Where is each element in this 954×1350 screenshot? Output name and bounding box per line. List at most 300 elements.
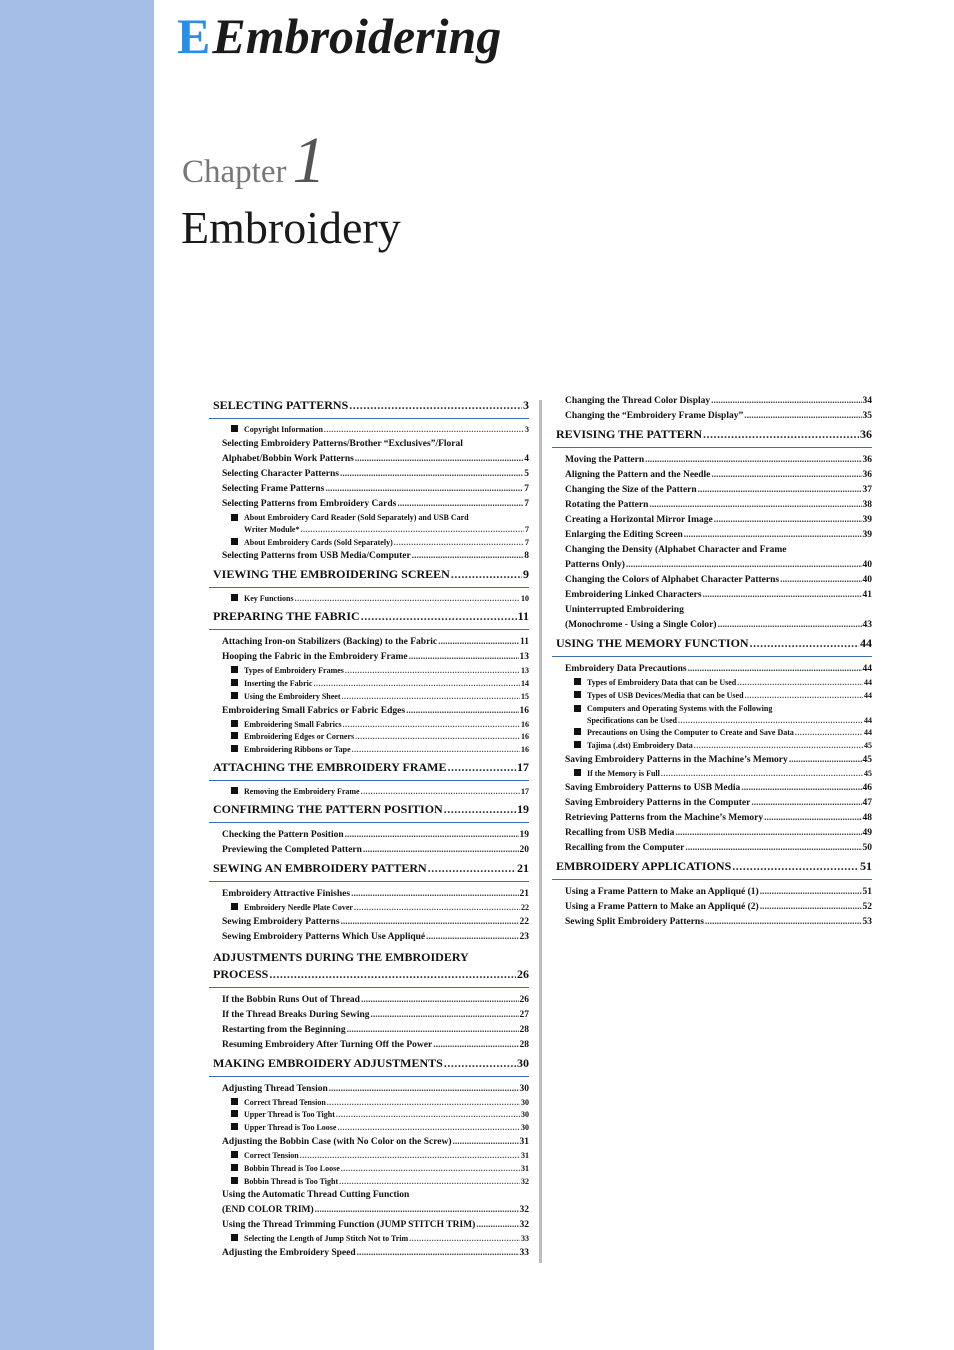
toc-entry[interactable] (209, 828, 529, 843)
toc-page-number: 16 (519, 705, 529, 716)
dot-leader (357, 1246, 519, 1261)
dot-leader (345, 828, 519, 843)
dot-leader (340, 467, 523, 482)
toc-entry-title: ATTACHING THE EMBROIDERY FRAME (213, 759, 447, 774)
toc-entry[interactable] (552, 662, 872, 677)
toc-entry-title: If the Memory is Full (587, 768, 660, 778)
toc-entry[interactable] (209, 993, 529, 1008)
bullet-square-icon (231, 732, 238, 739)
toc-entry[interactable] (552, 677, 872, 690)
toc-page-number: 30 (521, 1097, 529, 1107)
toc-entry[interactable] (552, 588, 872, 603)
toc-entry[interactable] (209, 608, 529, 630)
toc-page-number: 19 (519, 829, 529, 840)
toc-entry-title: Changing the Size of the Pattern (565, 485, 697, 495)
bullet-square-icon (574, 741, 581, 748)
bullet-square-icon (231, 692, 238, 699)
toc-entry[interactable] (552, 426, 872, 448)
dot-leader (626, 558, 862, 573)
toc-entry[interactable] (552, 826, 872, 841)
toc-entry[interactable] (552, 915, 872, 930)
dot-leader (412, 549, 524, 564)
toc-entry[interactable] (209, 1246, 529, 1261)
toc-entry[interactable] (209, 902, 529, 915)
dot-leader (703, 588, 862, 603)
dot-leader (313, 678, 520, 691)
toc-entry-title: Enlarging the Editing Screen (565, 530, 683, 540)
dot-leader (355, 731, 520, 744)
dot-leader (355, 452, 523, 467)
toc-page-number: 8 (524, 551, 529, 562)
toc-entry[interactable] (209, 860, 529, 882)
dot-leader (675, 826, 861, 841)
dot-leader (361, 786, 520, 799)
toc-entry[interactable] (209, 635, 529, 650)
toc-page-number: 49 (862, 827, 872, 838)
toc-entry[interactable] (209, 467, 529, 482)
dot-leader (341, 915, 519, 930)
toc-entry[interactable] (209, 1203, 529, 1218)
toc-entry[interactable] (552, 841, 872, 856)
toc-entry-title: Copyright Information (244, 425, 323, 434)
toc-page-number: 5 (524, 468, 529, 479)
toc-entry-title: Moving the Pattern (565, 455, 645, 465)
toc-entry-title: PROCESS (213, 966, 269, 981)
dot-leader (345, 665, 520, 678)
bullet-square-icon (231, 903, 238, 910)
toc-entry[interactable] (552, 753, 872, 768)
toc-page-number: 7 (524, 498, 529, 509)
toc-page-number: 21 (517, 860, 529, 875)
toc-left-column (209, 395, 529, 1261)
toc-entry-title: Recalling from USB Media (565, 827, 675, 838)
section-letter: E (177, 8, 211, 64)
dot-leader (371, 1008, 519, 1023)
toc-entry-title: Embroidery Data Precautions (565, 664, 687, 674)
toc-page-number: 3 (523, 398, 529, 412)
toc-entry[interactable] (209, 593, 529, 606)
toc-page-number: 47 (862, 797, 872, 808)
toc-page-number: 16 (521, 745, 529, 755)
dot-leader (444, 1056, 516, 1071)
toc-entry[interactable] (209, 678, 529, 691)
dot-leader (339, 1176, 520, 1189)
toc-entry-title: Changing the “Embroidery Frame Display” (565, 411, 744, 421)
toc-page-number: 16 (521, 732, 529, 742)
dot-leader (685, 841, 861, 856)
toc-page-number: 28 (519, 1039, 529, 1050)
toc-page-number: 35 (862, 411, 872, 421)
dot-leader (269, 966, 516, 982)
toc-entry[interactable] (209, 915, 529, 930)
toc-page-number: 22 (519, 916, 529, 927)
toc-entry[interactable] (209, 744, 529, 757)
toc-entry[interactable] (209, 1055, 529, 1077)
toc-page-number: 13 (521, 666, 529, 676)
toc-page-number: 44 (864, 715, 872, 725)
toc-entry[interactable] (552, 618, 872, 633)
toc-page-number: 32 (519, 1220, 529, 1231)
toc-entry[interactable] (209, 650, 529, 665)
toc-entry[interactable] (552, 468, 872, 483)
toc-entry[interactable] (552, 690, 872, 703)
chapter-label (182, 124, 326, 197)
toc-entry-title: Aligning the Pattern and the Needle (565, 470, 711, 480)
toc-entry[interactable] (209, 1163, 529, 1176)
toc-entry-title: Using the Embroidery Sheet (244, 691, 341, 701)
toc-entry[interactable] (209, 1082, 529, 1097)
toc-entry[interactable] (209, 1109, 529, 1122)
toc-entry[interactable] (209, 1150, 529, 1163)
bullet-square-icon (231, 1151, 238, 1158)
toc-entry[interactable] (209, 524, 529, 537)
toc-entry-title: Using the Thread Trimming Function (JUMP STITCH TRIM) (222, 1220, 476, 1231)
dot-leader (705, 915, 862, 930)
dot-leader (347, 1023, 519, 1038)
toc-entry[interactable] (552, 453, 872, 468)
toc-entry[interactable] (209, 549, 529, 564)
toc-page-number: 11 (517, 609, 529, 624)
toc-entry-title: Rotating the Pattern (565, 500, 649, 510)
toc-page-number: 39 (862, 515, 872, 525)
dot-leader (324, 424, 524, 437)
section-title-text: Embroidering (212, 8, 502, 64)
toc-page-number: 32 (521, 1176, 529, 1186)
dot-leader (703, 427, 859, 442)
dot-leader (327, 1097, 520, 1110)
toc-page-number: 33 (519, 1248, 529, 1259)
dot-leader (352, 744, 520, 757)
toc-entry[interactable] (552, 811, 872, 826)
toc-entry-title: Embroidering Small Fabrics (244, 719, 342, 729)
toc-entry-title: Selecting Character Patterns (222, 468, 339, 479)
dot-leader (661, 768, 863, 781)
toc-entry[interactable] (552, 635, 872, 657)
toc-entry-title: Correct Tension (244, 1150, 299, 1160)
toc-entry-title: Bobbin Thread is Too Tight (244, 1176, 339, 1186)
bullet-square-icon (231, 1164, 238, 1171)
toc-page-number: 44 (860, 636, 872, 650)
toc-entry[interactable] (209, 537, 529, 550)
toc-page-number: 38 (862, 500, 872, 510)
toc-page-number: 22 (521, 902, 529, 912)
toc-entry-title: Saving Embroidery Patterns to USB Media (565, 782, 741, 793)
toc-page-number: 19 (517, 801, 529, 816)
toc-entry[interactable] (552, 885, 872, 900)
toc-page-number: 31 (521, 1150, 529, 1160)
bullet-square-icon (231, 1123, 238, 1130)
toc-entry-title: Types of Embroidery Data that can be Used (587, 678, 737, 687)
toc-entry-title: EMBROIDERY APPLICATIONS (556, 858, 732, 873)
toc-entry[interactable] (552, 781, 872, 796)
toc-entry[interactable] (209, 1233, 529, 1246)
toc-right-column (552, 394, 872, 930)
toc-entry-title: SEWING AN EMBROIDERY PATTERN (213, 860, 427, 875)
toc-entry[interactable] (552, 483, 872, 498)
toc-chapter-heading[interactable]: ADJUSTMENTS DURING THE EMBROIDERY (213, 949, 469, 964)
toc-entry-title: Restarting from the Beginning (222, 1024, 346, 1035)
bullet-square-icon (574, 678, 581, 685)
dot-leader (745, 690, 863, 703)
toc-page-number: 53 (862, 916, 872, 927)
dot-leader (476, 1218, 518, 1233)
toc-entry-title: Selecting Patterns from Embroidery Cards (222, 498, 397, 509)
toc-page-number: 46 (862, 782, 872, 793)
dot-leader (732, 859, 859, 874)
toc-entry-title: If the Thread Breaks During Sewing (222, 1009, 370, 1020)
dot-leader (750, 636, 859, 651)
toc-page-number: 7 (524, 483, 529, 494)
toc-entry-title: Retrieving Patterns from the Machine’s Memory (565, 812, 764, 823)
toc-entry[interactable] (209, 1097, 529, 1110)
dot-leader (394, 537, 524, 550)
toc-entry[interactable] (209, 566, 529, 588)
toc-page-number: 43 (862, 620, 872, 630)
toc-entry[interactable] (552, 768, 872, 781)
bullet-square-icon (231, 425, 238, 432)
toc-entry-title: Sewing Split Embroidery Patterns (565, 916, 704, 927)
toc-entry-title: Selecting Patterns from USB Media/Computer (222, 551, 411, 562)
toc-entry[interactable] (552, 394, 872, 409)
bullet-square-icon (574, 728, 581, 735)
toc-page-number: 44 (864, 678, 872, 687)
toc-entry-title: Using the Automatic Thread Cutting Function (222, 1190, 410, 1201)
dot-leader (406, 704, 518, 719)
toc-entry-title: Bobbin Thread is Too Loose (244, 1163, 340, 1173)
bullet-square-icon (231, 1177, 238, 1184)
toc-entry-title: Uninterrupted Embroidering (565, 605, 684, 615)
toc-entry-title: Key Functions (244, 594, 294, 604)
toc-entry[interactable] (209, 397, 529, 419)
bullet-square-icon (231, 745, 238, 752)
toc-entry[interactable] (552, 558, 872, 573)
toc-page-number: 36 (862, 455, 872, 465)
toc-entry-title: Sewing Embroidery Patterns Which Use Appliqué (222, 931, 426, 942)
toc-entry-title: Saving Embroidery Patterns in the Computer (565, 797, 751, 808)
toc-entry-title: Selecting the Length of Jump Stitch Not to Trim (244, 1234, 409, 1244)
bullet-square-icon (231, 679, 238, 686)
toc-entry-title: Saving Embroidery Patterns in the Machine’s Memory (565, 754, 788, 765)
sidebar-band (0, 0, 154, 1350)
dot-leader (698, 483, 862, 498)
toc-entry[interactable] (209, 1176, 529, 1189)
bullet-square-icon (231, 1234, 238, 1241)
toc-entry[interactable] (552, 858, 872, 880)
toc-entry[interactable] (209, 1038, 529, 1053)
toc-entry-title: Using a Frame Pattern to Make an Appliqué (1) (565, 886, 759, 897)
bullet-square-icon (231, 594, 238, 601)
toc-page-number: 39 (862, 530, 872, 540)
dot-leader (325, 482, 523, 497)
toc-page-number: 11 (520, 637, 529, 648)
section-title (177, 6, 501, 66)
toc-entry-title: Embroidering Edges or Corners (244, 732, 355, 742)
dot-leader (354, 902, 520, 915)
toc-entry-title: Adjusting the Embroidery Speed (222, 1248, 356, 1259)
toc-entry[interactable] (209, 731, 529, 744)
toc-page-number: 52 (862, 901, 872, 912)
toc-entry[interactable] (552, 573, 872, 588)
bullet-square-icon (231, 538, 238, 545)
toc-entry[interactable] (209, 482, 529, 497)
toc-entry[interactable] (209, 704, 529, 719)
toc-page-number: 26 (517, 966, 529, 981)
toc-page-number: 20 (519, 844, 529, 855)
column-divider (539, 400, 542, 1263)
dot-leader (342, 691, 520, 704)
dot-leader (711, 468, 861, 483)
toc-page-number: 13 (519, 652, 529, 663)
dot-leader (684, 528, 862, 543)
toc-page-number: 15 (521, 691, 529, 701)
bullet-square-icon (231, 787, 238, 794)
bullet-square-icon (231, 1110, 238, 1117)
toc-page-number: 28 (519, 1024, 529, 1035)
toc-entry[interactable] (209, 452, 529, 467)
toc-page-number: 7 (525, 524, 529, 534)
toc-entry[interactable] (552, 900, 872, 915)
toc-entry[interactable] (209, 786, 529, 799)
dot-leader (694, 740, 863, 753)
toc-entry-title: Embroidery Attractive Finishes (222, 888, 351, 899)
toc-entry[interactable] (209, 965, 529, 988)
toc-entry-title: Previewing the Completed Pattern (222, 844, 362, 855)
toc-entry-title: Recalling from the Computer (565, 842, 685, 853)
toc-entry-title: Adjusting Thread Tension (222, 1083, 328, 1094)
toc-entry[interactable] (209, 665, 529, 678)
toc-entry-title: Correct Thread Tension (244, 1097, 326, 1107)
toc-entry[interactable] (209, 1218, 529, 1233)
toc-entry-title: Creating a Horizontal Mirror Image (565, 515, 713, 525)
dot-leader (336, 1109, 520, 1122)
toc-page-number: 33 (521, 1234, 529, 1244)
toc-entry[interactable] (209, 1023, 529, 1038)
dot-leader (453, 1135, 519, 1150)
toc-page-number: 40 (862, 575, 872, 585)
toc-page-number: 17 (521, 786, 529, 796)
toc-entry[interactable] (209, 691, 529, 704)
dot-leader (315, 1203, 519, 1218)
toc-page-number: 9 (523, 567, 529, 582)
dot-leader (744, 409, 861, 424)
toc-entry[interactable] (209, 843, 529, 858)
toc-page-number: 4 (524, 453, 529, 464)
bullet-square-icon (574, 705, 581, 712)
dot-leader (438, 635, 519, 650)
toc-entry[interactable] (552, 409, 872, 424)
dot-leader (300, 524, 524, 537)
toc-entry[interactable] (552, 528, 872, 543)
dot-leader (343, 719, 520, 732)
toc-entry-title: Resuming Embroidery After Turning Off the Power (222, 1039, 433, 1050)
toc-page-number: 16 (521, 719, 529, 729)
dot-leader (433, 1038, 518, 1053)
toc-page-number: 44 (862, 664, 872, 674)
toc-entry[interactable] (552, 740, 872, 753)
toc-entry[interactable] (552, 727, 872, 740)
dot-leader (795, 727, 863, 740)
toc-page-number: 51 (860, 858, 872, 873)
toc-page-number: 36 (860, 427, 872, 441)
toc-entry-title: REVISING THE PATTERN (556, 427, 703, 441)
dot-leader (789, 753, 862, 768)
dot-leader (295, 593, 520, 606)
toc-entry[interactable] (209, 1135, 529, 1150)
toc-entry-title: Hooping the Fabric in the Embroidery Frame (222, 652, 408, 663)
toc-entry-title: If the Bobbin Runs Out of Thread (222, 994, 360, 1005)
dot-leader (363, 843, 519, 858)
toc-entry-title: Attaching Iron-on Stabilizers (Backing) to the Fabric (222, 637, 438, 648)
toc-page-number: 26 (519, 994, 529, 1005)
bullet-square-icon (231, 720, 238, 727)
toc-page-number: 32 (519, 1205, 529, 1216)
toc-entry[interactable] (209, 887, 529, 902)
toc-entry-title: Patterns Only) (565, 560, 625, 570)
toc-page-number: 30 (517, 1055, 529, 1070)
toc-entry-title: Specifications can be Used (587, 715, 677, 725)
toc-entry-title: Sewing Embroidery Patterns (222, 916, 340, 927)
toc-entry-title: Adjusting the Bobbin Case (with No Color on the Screw) (222, 1136, 452, 1147)
dot-leader (649, 498, 861, 513)
dot-leader (409, 650, 519, 665)
toc-entry[interactable] (209, 497, 529, 512)
dot-leader (341, 1163, 520, 1176)
dot-leader (349, 398, 522, 413)
toc-page-number: 37 (862, 485, 872, 495)
toc-page-number: 51 (862, 886, 872, 897)
toc-entry[interactable] (209, 1008, 529, 1023)
toc-entry-title: CONFIRMING THE PATTERN POSITION (213, 801, 443, 816)
toc-page-number: 21 (519, 888, 529, 899)
dot-leader (688, 662, 862, 677)
toc-entry-title: SELECTING PATTERNS (213, 398, 349, 412)
toc-entry[interactable] (552, 513, 872, 528)
toc-entry-title: Embroidering Small Fabrics or Fabric Edges (222, 705, 406, 716)
bullet-square-icon (231, 514, 238, 521)
chapter-title: Embroidery (181, 202, 401, 253)
toc-page-number: 44 (864, 690, 872, 700)
toc-entry[interactable] (209, 759, 529, 781)
toc-entry[interactable] (209, 801, 529, 823)
toc-page-number: 50 (862, 842, 872, 853)
toc-entry-title: About Embroidery Cards (Sold Separately) (244, 537, 393, 547)
dot-leader (711, 394, 861, 409)
toc-entry-title: Upper Thread is Too Loose (244, 1123, 337, 1133)
toc-entry-title: Checking the Pattern Position (222, 829, 344, 840)
toc-page-number: 14 (521, 678, 529, 688)
toc-page-number: 45 (864, 741, 872, 751)
toc-entry[interactable] (552, 796, 872, 811)
toc-entry-title: Alphabet/Bobbin Work Patterns (222, 453, 354, 464)
toc-entry[interactable] (209, 1122, 529, 1135)
toc-entry[interactable] (209, 930, 529, 945)
toc-entry-title: Upper Thread is Too Tight (244, 1110, 335, 1120)
toc-entry-title: VIEWING THE EMBROIDERING SCREEN (213, 567, 450, 582)
toc-entry[interactable] (552, 715, 872, 728)
toc-entry-title (209, 512, 529, 524)
toc-page-number: 41 (862, 590, 872, 600)
dot-leader (780, 573, 861, 588)
dot-leader (451, 567, 522, 582)
toc-page-number: 30 (519, 1083, 529, 1094)
toc-page-number: 31 (521, 1163, 529, 1173)
toc-entry-title: (END COLOR TRIM) (222, 1205, 314, 1216)
toc-entry[interactable] (209, 719, 529, 732)
toc-entry-title: Selecting Embroidery Patterns/Brother “Exclusives”/Floral (222, 438, 463, 449)
dot-leader (678, 715, 863, 728)
toc-entry[interactable] (552, 498, 872, 513)
toc-entry[interactable] (209, 424, 529, 437)
